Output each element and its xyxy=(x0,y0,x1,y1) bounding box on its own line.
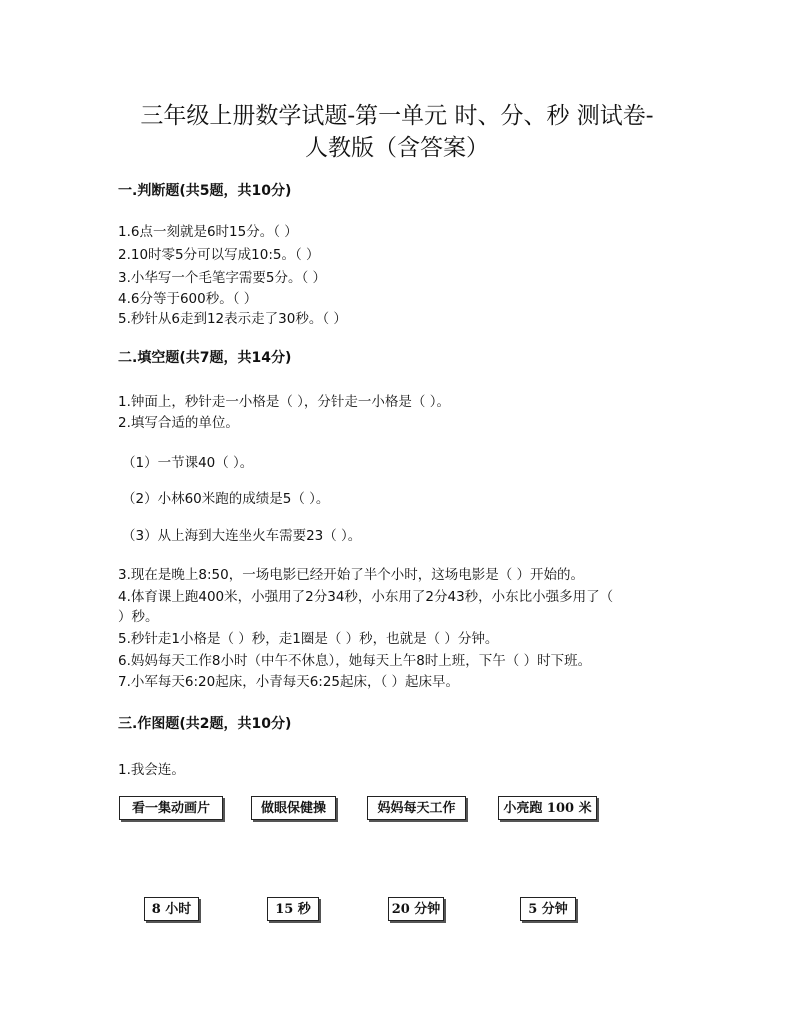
question-1-2: 2.10时零5分可以写成10:5。（ ） xyxy=(118,247,320,263)
question-1-5: 5.秒针从6走到12表示走了30秒。（ ） xyxy=(118,311,347,327)
question-2-4-line-1: 4.体育课上跑400米，小强用了2分34秒，小东用了2分43秒，小东比小强多用了（ xyxy=(118,589,614,605)
question-2-5: 5.秒针走1小格是（ ）秒，走1圈是（ ）秒，也就是（ ）分钟。 xyxy=(118,631,499,647)
question-1-3: 3.小华写一个毛笔字需要5分。（ ） xyxy=(118,270,327,286)
question-1-1: 1.6点一刻就是6时15分。（ ） xyxy=(118,224,298,240)
question-2-1: 1.钟面上，秒针走一小格是（ ），分针走一小格是（ ）。 xyxy=(118,394,450,410)
activity-box-cartoon[interactable]: 看一集动画片 xyxy=(119,796,223,820)
activity-box-running[interactable]: 小亮跑 100 米 xyxy=(498,796,597,820)
activity-box-eye-exercise[interactable]: 做眼保健操 xyxy=(251,796,336,820)
question-2-2: 2.填写合适的单位。 xyxy=(118,415,239,431)
question-1-4: 4.6分等于600秒。（ ） xyxy=(118,291,258,307)
time-box-20-minutes[interactable]: 20 分钟 xyxy=(388,897,444,921)
question-2-7: 7.小军每天6:20起床，小青每天6:25起床，（ ）起床早。 xyxy=(118,674,460,690)
question-2-2-sub-3: （3）从上海到大连坐火车需要23（ ）。 xyxy=(122,528,362,544)
section-1-heading: 一.判断题(共5题，共10分) xyxy=(118,183,292,199)
question-3-1: 1.我会连。 xyxy=(118,762,185,778)
section-3-heading: 三.作图题(共2题，共10分) xyxy=(118,716,292,732)
question-2-2-sub-2: （2）小林60米跑的成绩是5（ ）。 xyxy=(122,491,330,507)
page-title-line-1: 三年级上册数学试题-第一单元 时、分、秒 测试卷- xyxy=(140,103,654,129)
question-2-2-sub-1: （1）一节课40（ ）。 xyxy=(122,455,254,471)
question-2-4-line-2: ）秒。 xyxy=(118,609,159,625)
activity-box-mom-work[interactable]: 妈妈每天工作 xyxy=(367,796,466,820)
time-box-5-minutes[interactable]: 5 分钟 xyxy=(520,897,576,921)
section-2-heading: 二.填空题(共7题，共14分) xyxy=(118,350,292,366)
time-box-15-seconds[interactable]: 15 秒 xyxy=(267,897,319,921)
page-title-line-2: 人教版（含答案） xyxy=(305,135,489,161)
time-box-8-hours[interactable]: 8 小时 xyxy=(144,897,199,921)
question-2-6: 6.妈妈每天工作8小时（中午不休息），她每天上午8时上班，下午（ ）时下班。 xyxy=(118,653,592,669)
question-2-3: 3.现在是晚上8:50，一场电影已经开始了半个小时，这场电影是（ ）开始的。 xyxy=(118,567,584,583)
